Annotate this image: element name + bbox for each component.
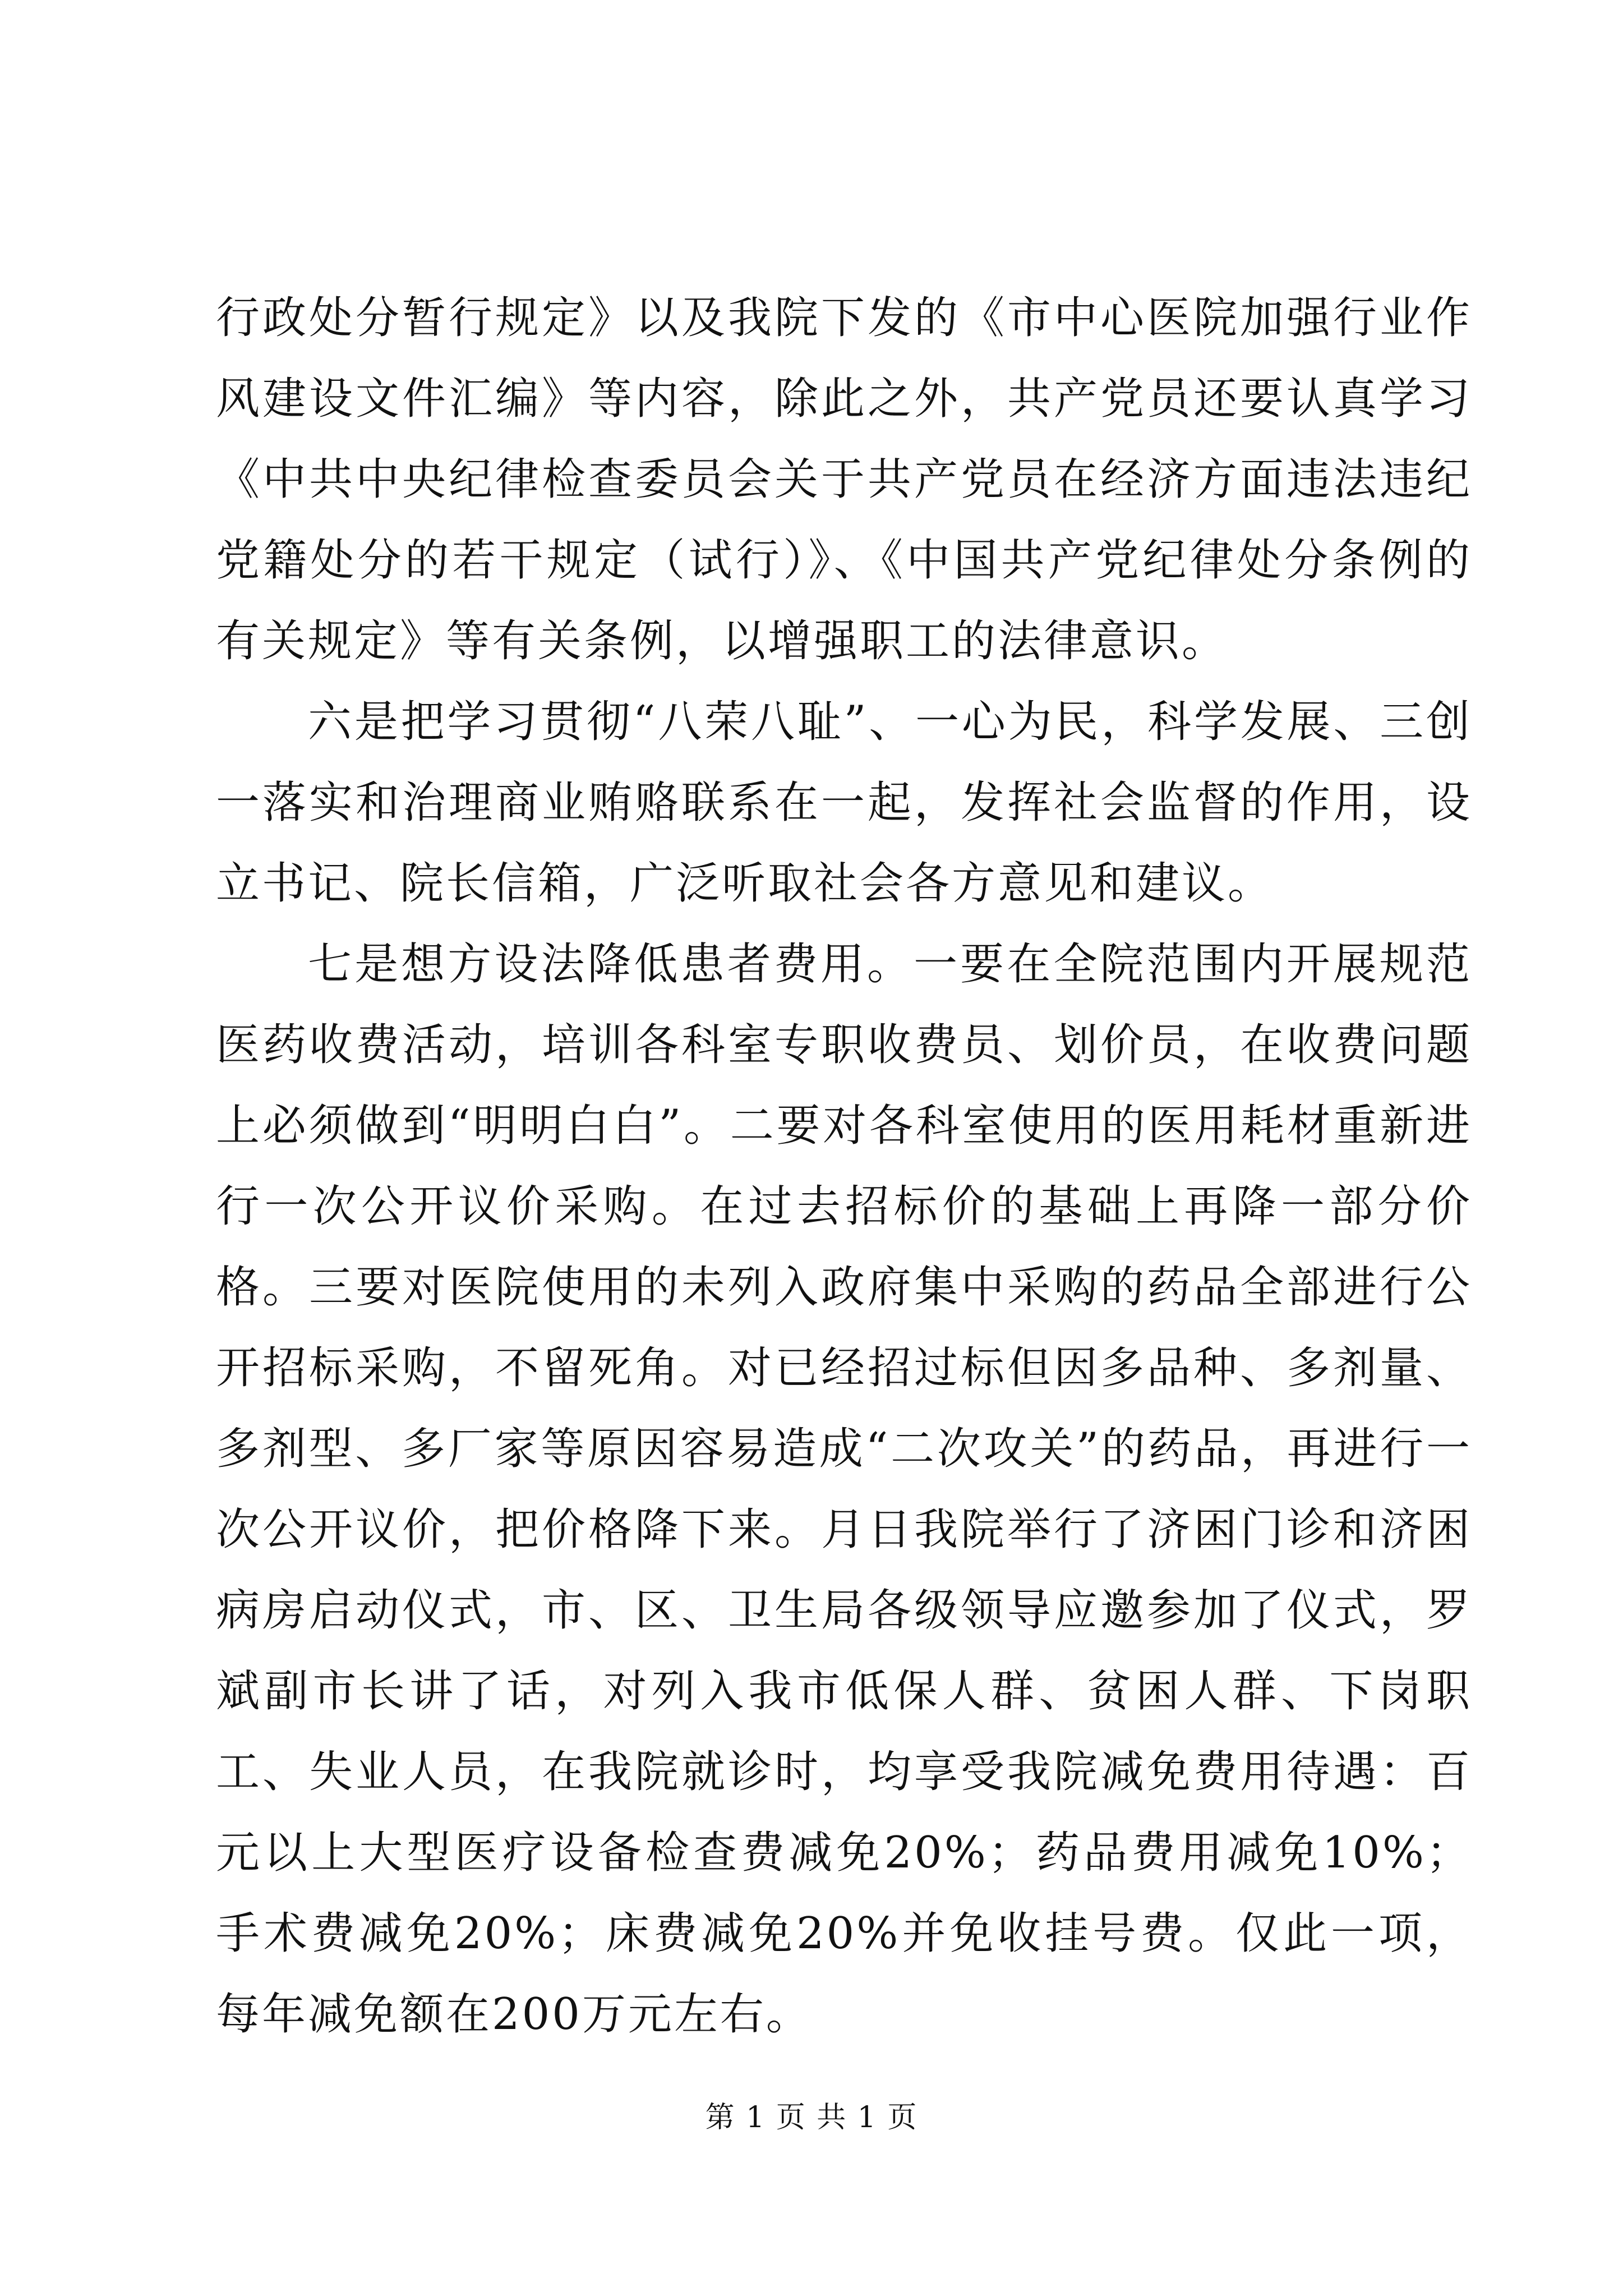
paragraph-3: 七是想方设法降低患者费用。一要在全院范围内开展规范医药收费活动，培训各科室专职收费员、划价员，在收费问题上必须做到“明明白白”。二要对各科室使用的医用耗材重新进行一次公开议价采购。在过去招标价的基础上再降一部分价格。三要对医院使用的未列入政府集中采购的药品全部进行公开招标采购，不留死角。对已经招过标但因多品种、多剂量、多剂型、多厂家等原因容易造成“二次攻关”的药品，再进行一次公开议价，把价格降下来。月日我院举行了济困门诊和济困病房启动仪式，市、区、卫生局各级领导应邀参加了仪式，罗斌副市长讲了话，对列入我市低保人群、贫困人群、下岗职工、失业人员，在我院就诊时，均享受我院减免费用待遇：百元以上大型医疗设备检查费减免20%；药品费用减免10%；手术费减免20%；床费减免20%并免收挂号费。仅此一项，每年减免额在200万元左右。 (216, 939, 1472, 2040)
paragraph-1: 行政处分暂行规定》以及我院下发的《市中心医院加强行业作风建设文件汇编》等内容，除此之外，共产党员还要认真学习《中共中央纪律检查委员会关于共产党员在经济方面违法违纪党籍处分的若干规定（试行）》、《中国共产党纪律处分条例的有关规定》等有关条例，以增强职工的法律意识。 (216, 293, 1472, 666)
document-body (216, 278, 1472, 2055)
page-footer: 第 1 页 共 1 页 (705, 2101, 918, 2134)
paragraph-2: 六是把学习贯彻“八荣八耻”、一心为民，科学发展、三创一落实和治理商业贿赂联系在一起，发挥社会监督的作用，设立书记、院长信箱，广泛听取社会各方意见和建议。 (216, 697, 1472, 909)
